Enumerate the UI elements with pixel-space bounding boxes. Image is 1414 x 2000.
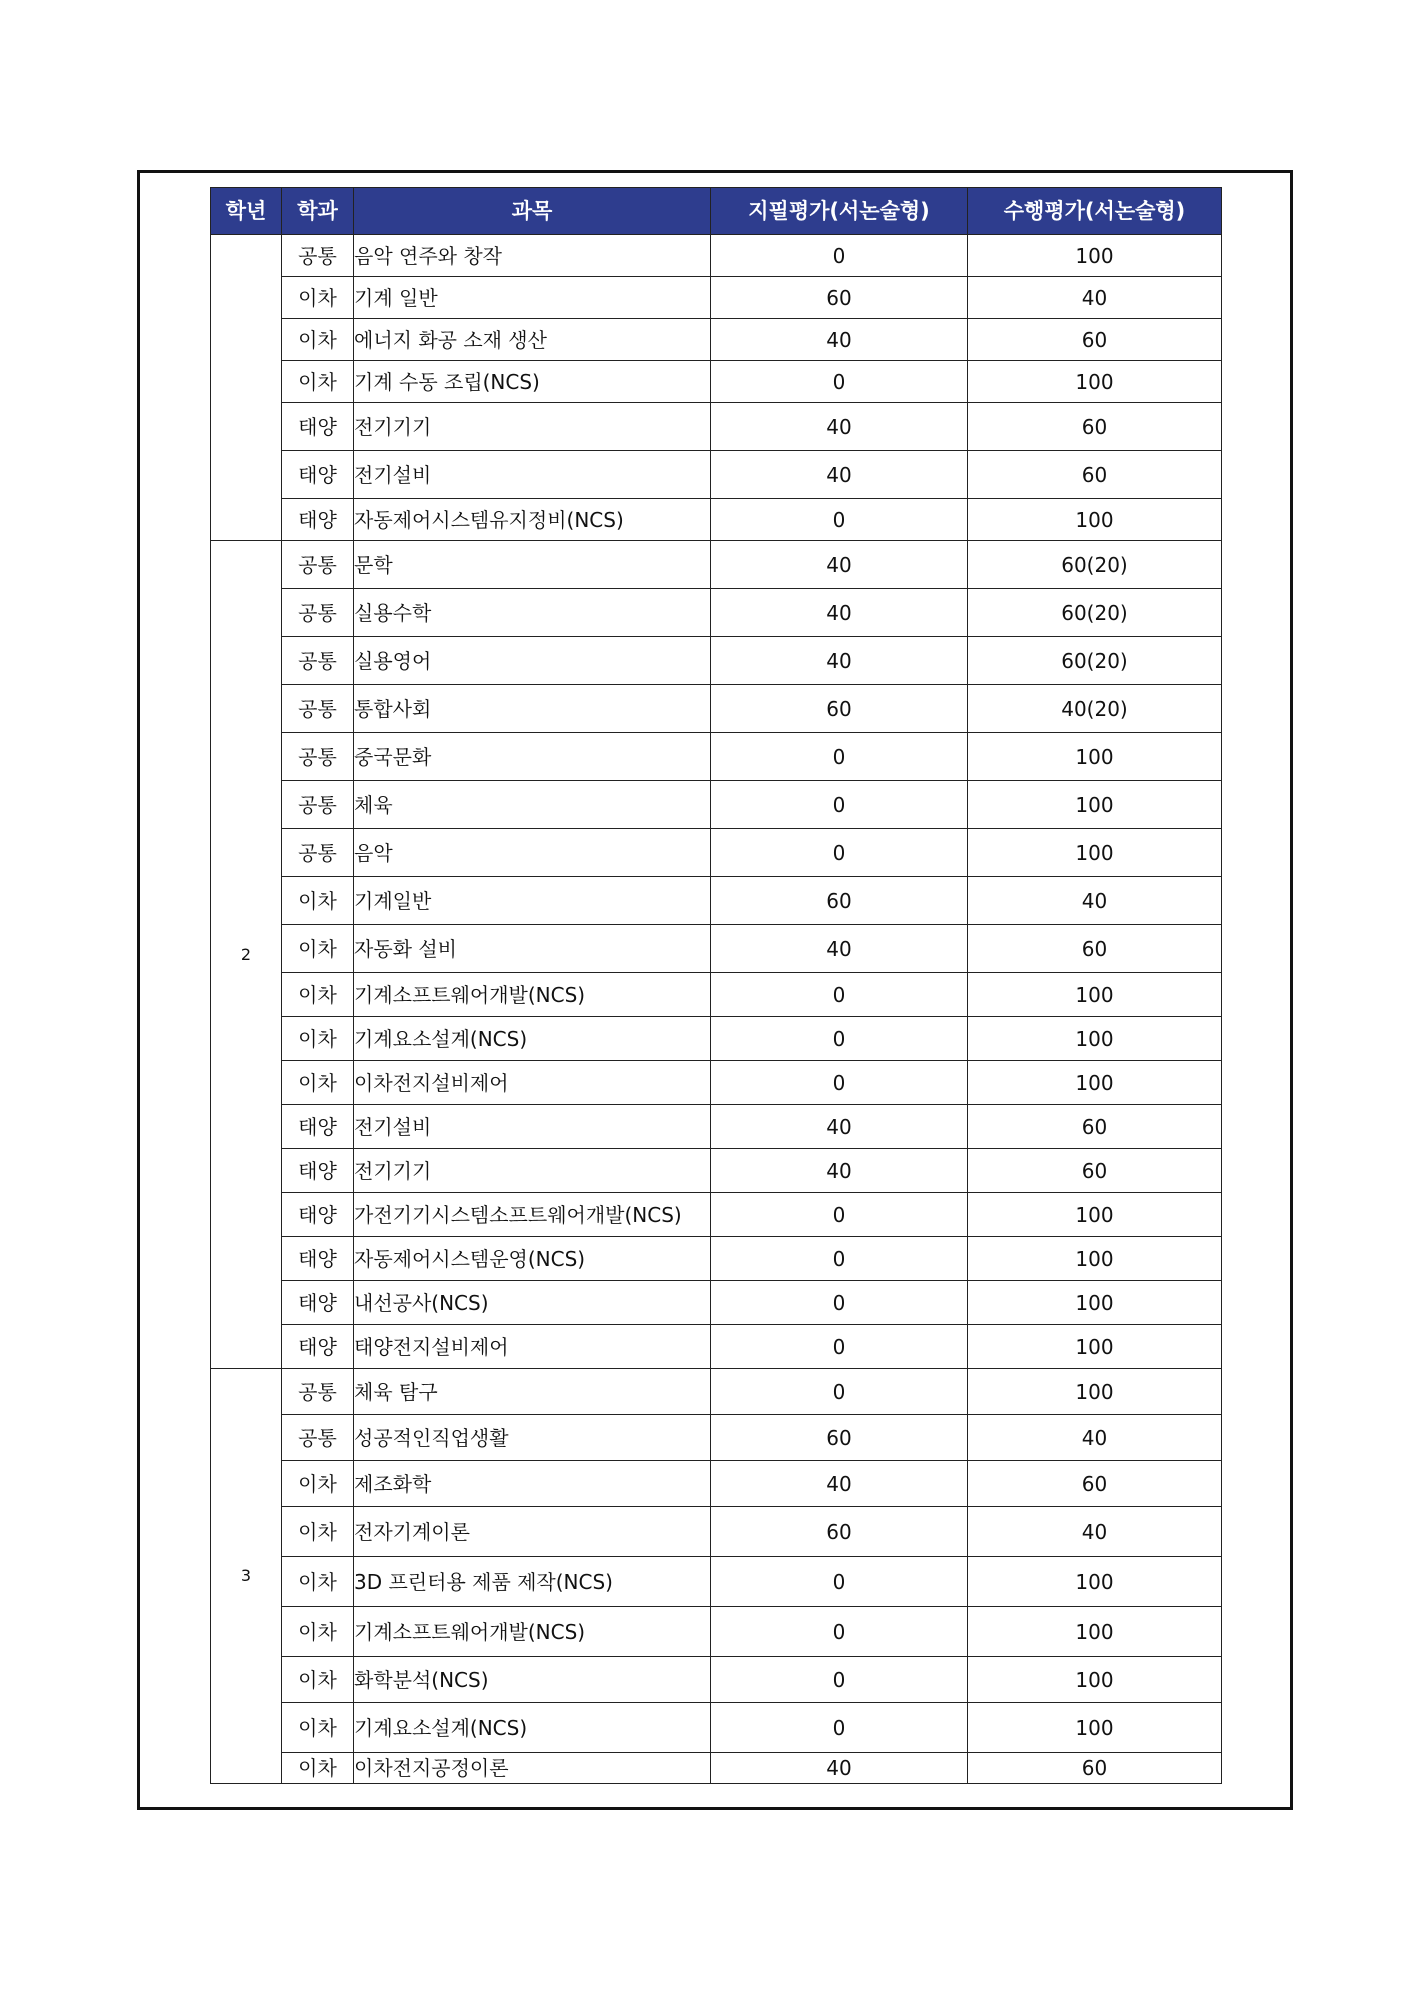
subject-cell: 실용수학 bbox=[354, 589, 711, 637]
grade-cell bbox=[211, 235, 282, 541]
table-row bbox=[211, 1325, 1222, 1369]
table-row bbox=[211, 1557, 1222, 1607]
subject-cell: 에너지 화공 소재 생산 bbox=[354, 319, 711, 361]
subject-cell: 태양전지설비제어 bbox=[354, 1325, 711, 1369]
dept-cell: 공통 bbox=[282, 781, 354, 829]
performance-cell: 100 bbox=[968, 1703, 1222, 1753]
subject-cell: 음악 bbox=[354, 829, 711, 877]
written-cell: 40 bbox=[711, 589, 968, 637]
dept-cell: 공통 bbox=[282, 685, 354, 733]
performance-cell: 100 bbox=[968, 361, 1222, 403]
subject-cell: 화학분석(NCS) bbox=[354, 1657, 711, 1703]
written-cell: 40 bbox=[711, 1105, 968, 1149]
subject-cell: 이차전지설비제어 bbox=[354, 1061, 711, 1105]
subject-cell: 기계소프트웨어개발(NCS) bbox=[354, 973, 711, 1017]
dept-cell: 태양 bbox=[282, 1281, 354, 1325]
dept-cell: 이차 bbox=[282, 973, 354, 1017]
table-row bbox=[211, 733, 1222, 781]
subject-cell: 실용영어 bbox=[354, 637, 711, 685]
table-row bbox=[211, 1607, 1222, 1657]
performance-cell: 40 bbox=[968, 1415, 1222, 1461]
table-row bbox=[211, 1657, 1222, 1703]
subject-cell: 제조화학 bbox=[354, 1461, 711, 1507]
dept-cell: 공통 bbox=[282, 589, 354, 637]
dept-cell: 이차 bbox=[282, 1061, 354, 1105]
dept-cell: 이차 bbox=[282, 925, 354, 973]
performance-cell: 40 bbox=[968, 877, 1222, 925]
performance-cell: 100 bbox=[968, 1557, 1222, 1607]
written-cell: 60 bbox=[711, 685, 968, 733]
written-cell: 0 bbox=[711, 1369, 968, 1415]
written-cell: 0 bbox=[711, 733, 968, 781]
performance-cell: 100 bbox=[968, 1325, 1222, 1369]
written-cell: 0 bbox=[711, 1017, 968, 1061]
written-cell: 0 bbox=[711, 361, 968, 403]
performance-cell: 100 bbox=[968, 1193, 1222, 1237]
performance-cell: 60(20) bbox=[968, 589, 1222, 637]
subject-cell: 자동제어시스템유지정비(NCS) bbox=[354, 499, 711, 541]
written-cell: 40 bbox=[711, 1149, 968, 1193]
subject-cell: 기계 일반 bbox=[354, 277, 711, 319]
table-row bbox=[211, 403, 1222, 451]
written-cell: 0 bbox=[711, 1281, 968, 1325]
table-row bbox=[211, 829, 1222, 877]
dept-cell: 이차 bbox=[282, 1507, 354, 1557]
subject-cell: 기계소프트웨어개발(NCS) bbox=[354, 1607, 711, 1657]
performance-cell: 100 bbox=[968, 973, 1222, 1017]
table-row bbox=[211, 499, 1222, 541]
written-cell: 60 bbox=[711, 1415, 968, 1461]
table-row bbox=[211, 451, 1222, 499]
performance-cell: 60(20) bbox=[968, 541, 1222, 589]
table-row bbox=[211, 973, 1222, 1017]
dept-cell: 이차 bbox=[282, 1461, 354, 1507]
performance-cell: 100 bbox=[968, 1061, 1222, 1105]
header-row bbox=[211, 188, 1222, 235]
dept-cell: 공통 bbox=[282, 1415, 354, 1461]
table-row bbox=[211, 277, 1222, 319]
table-row bbox=[211, 589, 1222, 637]
table-row bbox=[211, 1281, 1222, 1325]
subject-cell: 기계요소설계(NCS) bbox=[354, 1017, 711, 1061]
dept-cell: 공통 bbox=[282, 733, 354, 781]
dept-cell: 태양 bbox=[282, 1149, 354, 1193]
subject-cell: 자동제어시스템운영(NCS) bbox=[354, 1237, 711, 1281]
written-cell: 60 bbox=[711, 277, 968, 319]
header-dept: 학과 bbox=[282, 188, 354, 235]
subject-cell: 체육 탐구 bbox=[354, 1369, 711, 1415]
table-row bbox=[211, 541, 1222, 589]
written-cell: 40 bbox=[711, 637, 968, 685]
table-row bbox=[211, 781, 1222, 829]
table-body bbox=[211, 235, 1222, 1784]
performance-cell: 100 bbox=[968, 733, 1222, 781]
dept-cell: 공통 bbox=[282, 541, 354, 589]
performance-cell: 60 bbox=[968, 403, 1222, 451]
dept-cell: 공통 bbox=[282, 235, 354, 277]
dept-cell: 이차 bbox=[282, 877, 354, 925]
performance-cell: 60 bbox=[968, 319, 1222, 361]
written-cell: 0 bbox=[711, 1325, 968, 1369]
written-cell: 40 bbox=[711, 541, 968, 589]
table-row bbox=[211, 319, 1222, 361]
subject-cell: 전자기계이론 bbox=[354, 1507, 711, 1557]
subject-cell: 내선공사(NCS) bbox=[354, 1281, 711, 1325]
subject-cell: 기계 수동 조립(NCS) bbox=[354, 361, 711, 403]
dept-cell: 공통 bbox=[282, 829, 354, 877]
table-row bbox=[211, 361, 1222, 403]
header-performance: 수행평가(서논술형) bbox=[968, 188, 1222, 235]
subject-cell: 음악 연주와 창작 bbox=[354, 235, 711, 277]
dept-cell: 태양 bbox=[282, 1237, 354, 1281]
subject-cell: 문학 bbox=[354, 541, 711, 589]
performance-cell: 100 bbox=[968, 499, 1222, 541]
dept-cell: 이차 bbox=[282, 1017, 354, 1061]
written-cell: 0 bbox=[711, 499, 968, 541]
subject-cell: 체육 bbox=[354, 781, 711, 829]
table-row bbox=[211, 925, 1222, 973]
table-row bbox=[211, 1703, 1222, 1753]
dept-cell: 태양 bbox=[282, 1193, 354, 1237]
header-grade: 학년 bbox=[211, 188, 282, 235]
subject-cell: 기계일반 bbox=[354, 877, 711, 925]
evaluation-ratio-table bbox=[210, 187, 1222, 1784]
written-cell: 0 bbox=[711, 235, 968, 277]
table-row bbox=[211, 637, 1222, 685]
written-cell: 0 bbox=[711, 1657, 968, 1703]
written-cell: 0 bbox=[711, 1557, 968, 1607]
grade-cell: 2 bbox=[211, 541, 282, 1369]
written-cell: 40 bbox=[711, 925, 968, 973]
table-row bbox=[211, 877, 1222, 925]
dept-cell: 태양 bbox=[282, 499, 354, 541]
performance-cell: 100 bbox=[968, 1237, 1222, 1281]
table-row bbox=[211, 1369, 1222, 1415]
table-row bbox=[211, 235, 1222, 277]
grade-cell: 3 bbox=[211, 1369, 282, 1784]
written-cell: 60 bbox=[711, 877, 968, 925]
dept-cell: 태양 bbox=[282, 1325, 354, 1369]
performance-cell: 100 bbox=[968, 1657, 1222, 1703]
performance-cell: 100 bbox=[968, 235, 1222, 277]
dept-cell: 태양 bbox=[282, 451, 354, 499]
table-row bbox=[211, 1017, 1222, 1061]
performance-cell: 40 bbox=[968, 277, 1222, 319]
performance-cell: 60(20) bbox=[968, 637, 1222, 685]
written-cell: 0 bbox=[711, 1193, 968, 1237]
written-cell: 40 bbox=[711, 1753, 968, 1784]
written-cell: 40 bbox=[711, 403, 968, 451]
written-cell: 0 bbox=[711, 1703, 968, 1753]
written-cell: 0 bbox=[711, 1237, 968, 1281]
performance-cell: 100 bbox=[968, 1017, 1222, 1061]
performance-cell: 100 bbox=[968, 1369, 1222, 1415]
subject-cell: 자동화 설비 bbox=[354, 925, 711, 973]
table-row bbox=[211, 1753, 1222, 1784]
table-row bbox=[211, 1061, 1222, 1105]
written-cell: 0 bbox=[711, 829, 968, 877]
dept-cell: 이차 bbox=[282, 1557, 354, 1607]
performance-cell: 60 bbox=[968, 1753, 1222, 1784]
header-written: 지필평가(서논술형) bbox=[711, 188, 968, 235]
subject-cell: 기계요소설계(NCS) bbox=[354, 1703, 711, 1753]
table-row bbox=[211, 1415, 1222, 1461]
header-subject: 과목 bbox=[354, 188, 711, 235]
performance-cell: 100 bbox=[968, 1281, 1222, 1325]
performance-cell: 100 bbox=[968, 829, 1222, 877]
dept-cell: 이차 bbox=[282, 277, 354, 319]
dept-cell: 이차 bbox=[282, 1753, 354, 1784]
written-cell: 0 bbox=[711, 781, 968, 829]
subject-cell: 이차전지공정이론 bbox=[354, 1753, 711, 1784]
dept-cell: 이차 bbox=[282, 319, 354, 361]
subject-cell: 전기기기 bbox=[354, 403, 711, 451]
table-row bbox=[211, 1461, 1222, 1507]
written-cell: 40 bbox=[711, 451, 968, 499]
subject-cell: 전기기기 bbox=[354, 1149, 711, 1193]
dept-cell: 공통 bbox=[282, 1369, 354, 1415]
subject-cell: 가전기기시스템소프트웨어개발(NCS) bbox=[354, 1193, 711, 1237]
table-row bbox=[211, 1237, 1222, 1281]
dept-cell: 태양 bbox=[282, 403, 354, 451]
subject-cell: 전기설비 bbox=[354, 1105, 711, 1149]
performance-cell: 100 bbox=[968, 1607, 1222, 1657]
performance-cell: 60 bbox=[968, 1105, 1222, 1149]
table-row bbox=[211, 685, 1222, 733]
table-row bbox=[211, 1507, 1222, 1557]
performance-cell: 60 bbox=[968, 1149, 1222, 1193]
performance-cell: 40 bbox=[968, 1507, 1222, 1557]
subject-cell: 통합사회 bbox=[354, 685, 711, 733]
written-cell: 40 bbox=[711, 319, 968, 361]
performance-cell: 60 bbox=[968, 1461, 1222, 1507]
table-row bbox=[211, 1105, 1222, 1149]
subject-cell: 중국문화 bbox=[354, 733, 711, 781]
dept-cell: 태양 bbox=[282, 1105, 354, 1149]
subject-cell: 성공적인직업생활 bbox=[354, 1415, 711, 1461]
subject-cell: 3D 프린터용 제품 제작(NCS) bbox=[354, 1557, 711, 1607]
performance-cell: 40(20) bbox=[968, 685, 1222, 733]
written-cell: 0 bbox=[711, 1061, 968, 1105]
dept-cell: 이차 bbox=[282, 361, 354, 403]
table-row bbox=[211, 1149, 1222, 1193]
dept-cell: 이차 bbox=[282, 1703, 354, 1753]
performance-cell: 60 bbox=[968, 925, 1222, 973]
written-cell: 60 bbox=[711, 1507, 968, 1557]
written-cell: 0 bbox=[711, 973, 968, 1017]
performance-cell: 60 bbox=[968, 451, 1222, 499]
subject-cell: 전기설비 bbox=[354, 451, 711, 499]
performance-cell: 100 bbox=[968, 781, 1222, 829]
written-cell: 0 bbox=[711, 1607, 968, 1657]
table-row bbox=[211, 1193, 1222, 1237]
dept-cell: 이차 bbox=[282, 1607, 354, 1657]
dept-cell: 이차 bbox=[282, 1657, 354, 1703]
dept-cell: 공통 bbox=[282, 637, 354, 685]
written-cell: 40 bbox=[711, 1461, 968, 1507]
